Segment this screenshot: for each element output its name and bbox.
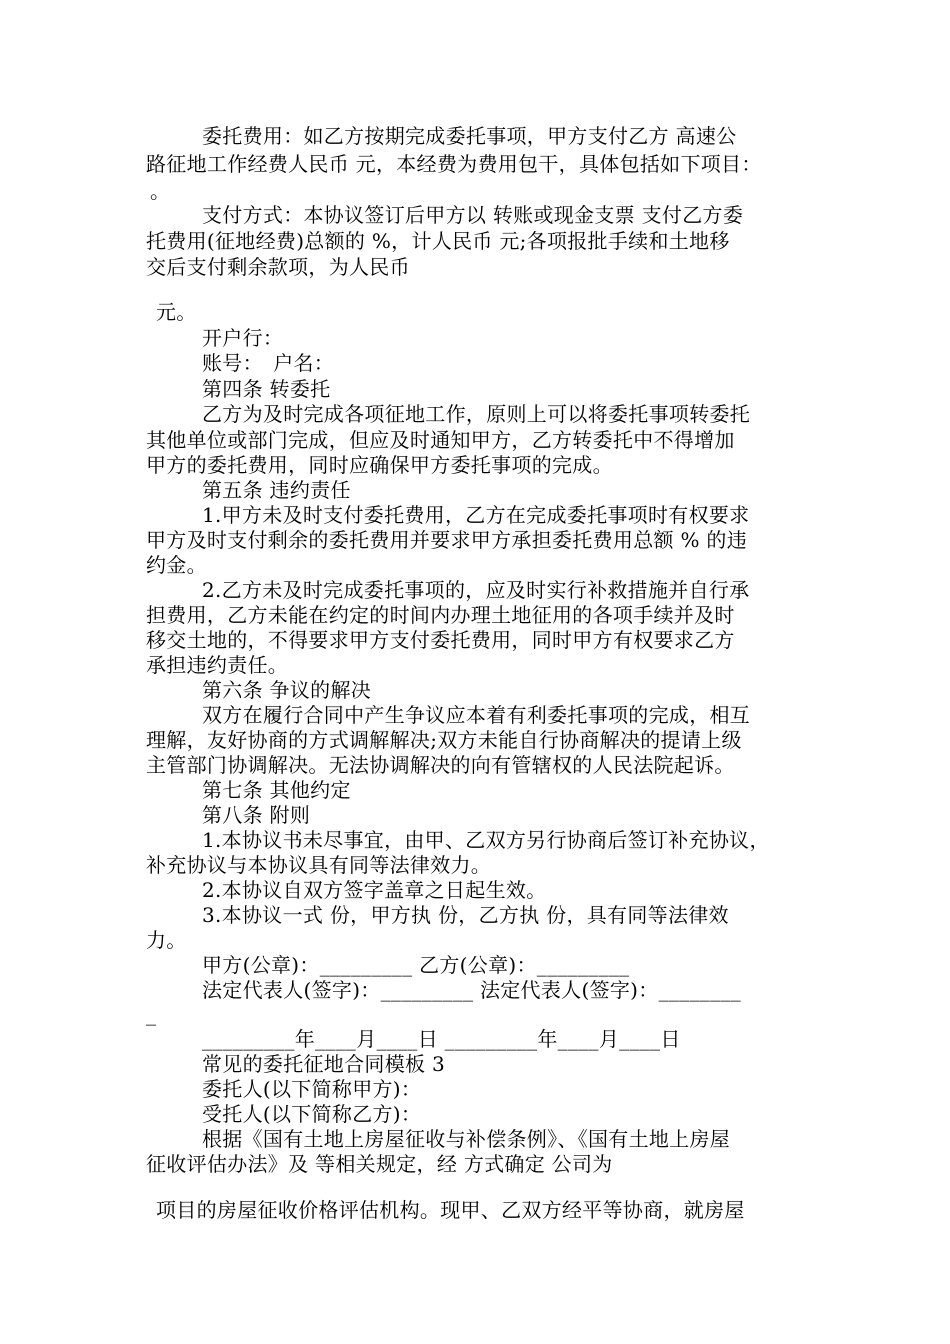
text-line: 交后支付剩余款项，为人民币	[146, 255, 410, 279]
text-line: 补充协议与本协议具有同等法律效力。	[146, 853, 492, 877]
text-line: 理解，友好协商的方式调解解决;双方未能自行协商解决的提请上级	[146, 728, 742, 752]
text-line: 3.本协议一式 份，甲方执 份，乙方执 份，具有同等法律效	[202, 903, 729, 927]
date-line: _________年____月____日 _________年____月____日	[202, 1027, 681, 1051]
text-line: 主管部门协调解决。无法协调解决的向有管辖权的人民法院起诉。	[146, 753, 735, 777]
text-line: 开户行：	[202, 326, 284, 350]
text-line: 受托人(以下简称乙方)：	[202, 1102, 422, 1126]
text-line: 1.本协议书未尽事宜，由甲、乙双方另行协商后签订补充协议，	[202, 828, 770, 852]
text-line: 委托费用：如乙方按期完成委托事项，甲方支付乙方 高速公	[202, 124, 737, 148]
signature-line: 法定代表人(签字)：_________ 法定代表人(签字)：________	[202, 978, 741, 1002]
text-line: 移交土地的，不得要求甲方支付委托费用，同时甲方有权要求乙方	[146, 628, 735, 652]
section-heading: 第六条 争议的解决	[202, 678, 372, 702]
text-line: 支付方式：本协议签订后甲方以 转账或现金支票 支付乙方委	[202, 203, 744, 227]
text-line: 担费用，乙方未能在约定的时间内办理土地征用的各项手续并及时	[146, 603, 735, 627]
section-heading: 常见的委托征地合同模板 3	[202, 1052, 445, 1076]
text-line: 项目的房屋征收价格评估机构。现甲、乙双方经平等协商，就房屋	[156, 1198, 745, 1222]
text-line: 委托人(以下简称甲方)：	[202, 1077, 422, 1101]
text-line: 征收评估办法》及 等相关规定，经 方式确定 公司为	[146, 1152, 613, 1176]
text-line: 约金。	[146, 553, 207, 577]
text-line: 其他单位或部门完成，但应及时通知甲方，乙方转委托中不得增加	[146, 428, 735, 452]
text-line: 双方在履行合同中产生争议应本着有利委托事项的完成，相互	[202, 703, 751, 727]
text-line: 元。	[156, 300, 197, 324]
signature-line: 甲方(公章)：_________ 乙方(公章)：_________	[202, 953, 630, 977]
section-heading: 第七条 其他约定	[202, 778, 351, 802]
text-line: _	[146, 1002, 157, 1026]
section-heading: 第八条 附则	[202, 803, 311, 827]
text-line: 2.本协议自双方签字盖章之日起生效。	[202, 878, 547, 902]
text-line: 甲方及时支付剩余的委托费用并要求甲方承担委托费用总额 % 的违	[146, 528, 748, 552]
text-line: 根据《国有土地上房屋征收与补偿条例》、《国有土地上房屋	[202, 1127, 731, 1151]
text-line: 。	[150, 179, 171, 203]
text-line: 账号： 户名：	[202, 351, 335, 375]
text-line: 1.甲方未及时支付委托费用，乙方在完成委托事项时有权要求	[202, 503, 750, 527]
section-heading: 第五条 违约责任	[202, 478, 351, 502]
text-line: 2.乙方未及时完成委托事项的，应及时实行补救措施并自行承	[202, 578, 750, 602]
text-line: 托费用(征地经费)总额的 %，计人民币 元;各项报批手续和土地移	[146, 229, 730, 253]
text-line: 承担违约责任。	[146, 653, 289, 677]
text-line: 路征地工作经费人民币 元，本经费为费用包干，具体包括如下项目：	[146, 152, 762, 176]
section-heading: 第四条 转委托	[202, 377, 331, 401]
text-line: 甲方的委托费用，同时应确保甲方委托事项的完成。	[146, 453, 613, 477]
text-line: 力。	[146, 928, 187, 952]
text-line: 乙方为及时完成各项征地工作，原则上可以将委托事项转委托	[202, 402, 751, 426]
